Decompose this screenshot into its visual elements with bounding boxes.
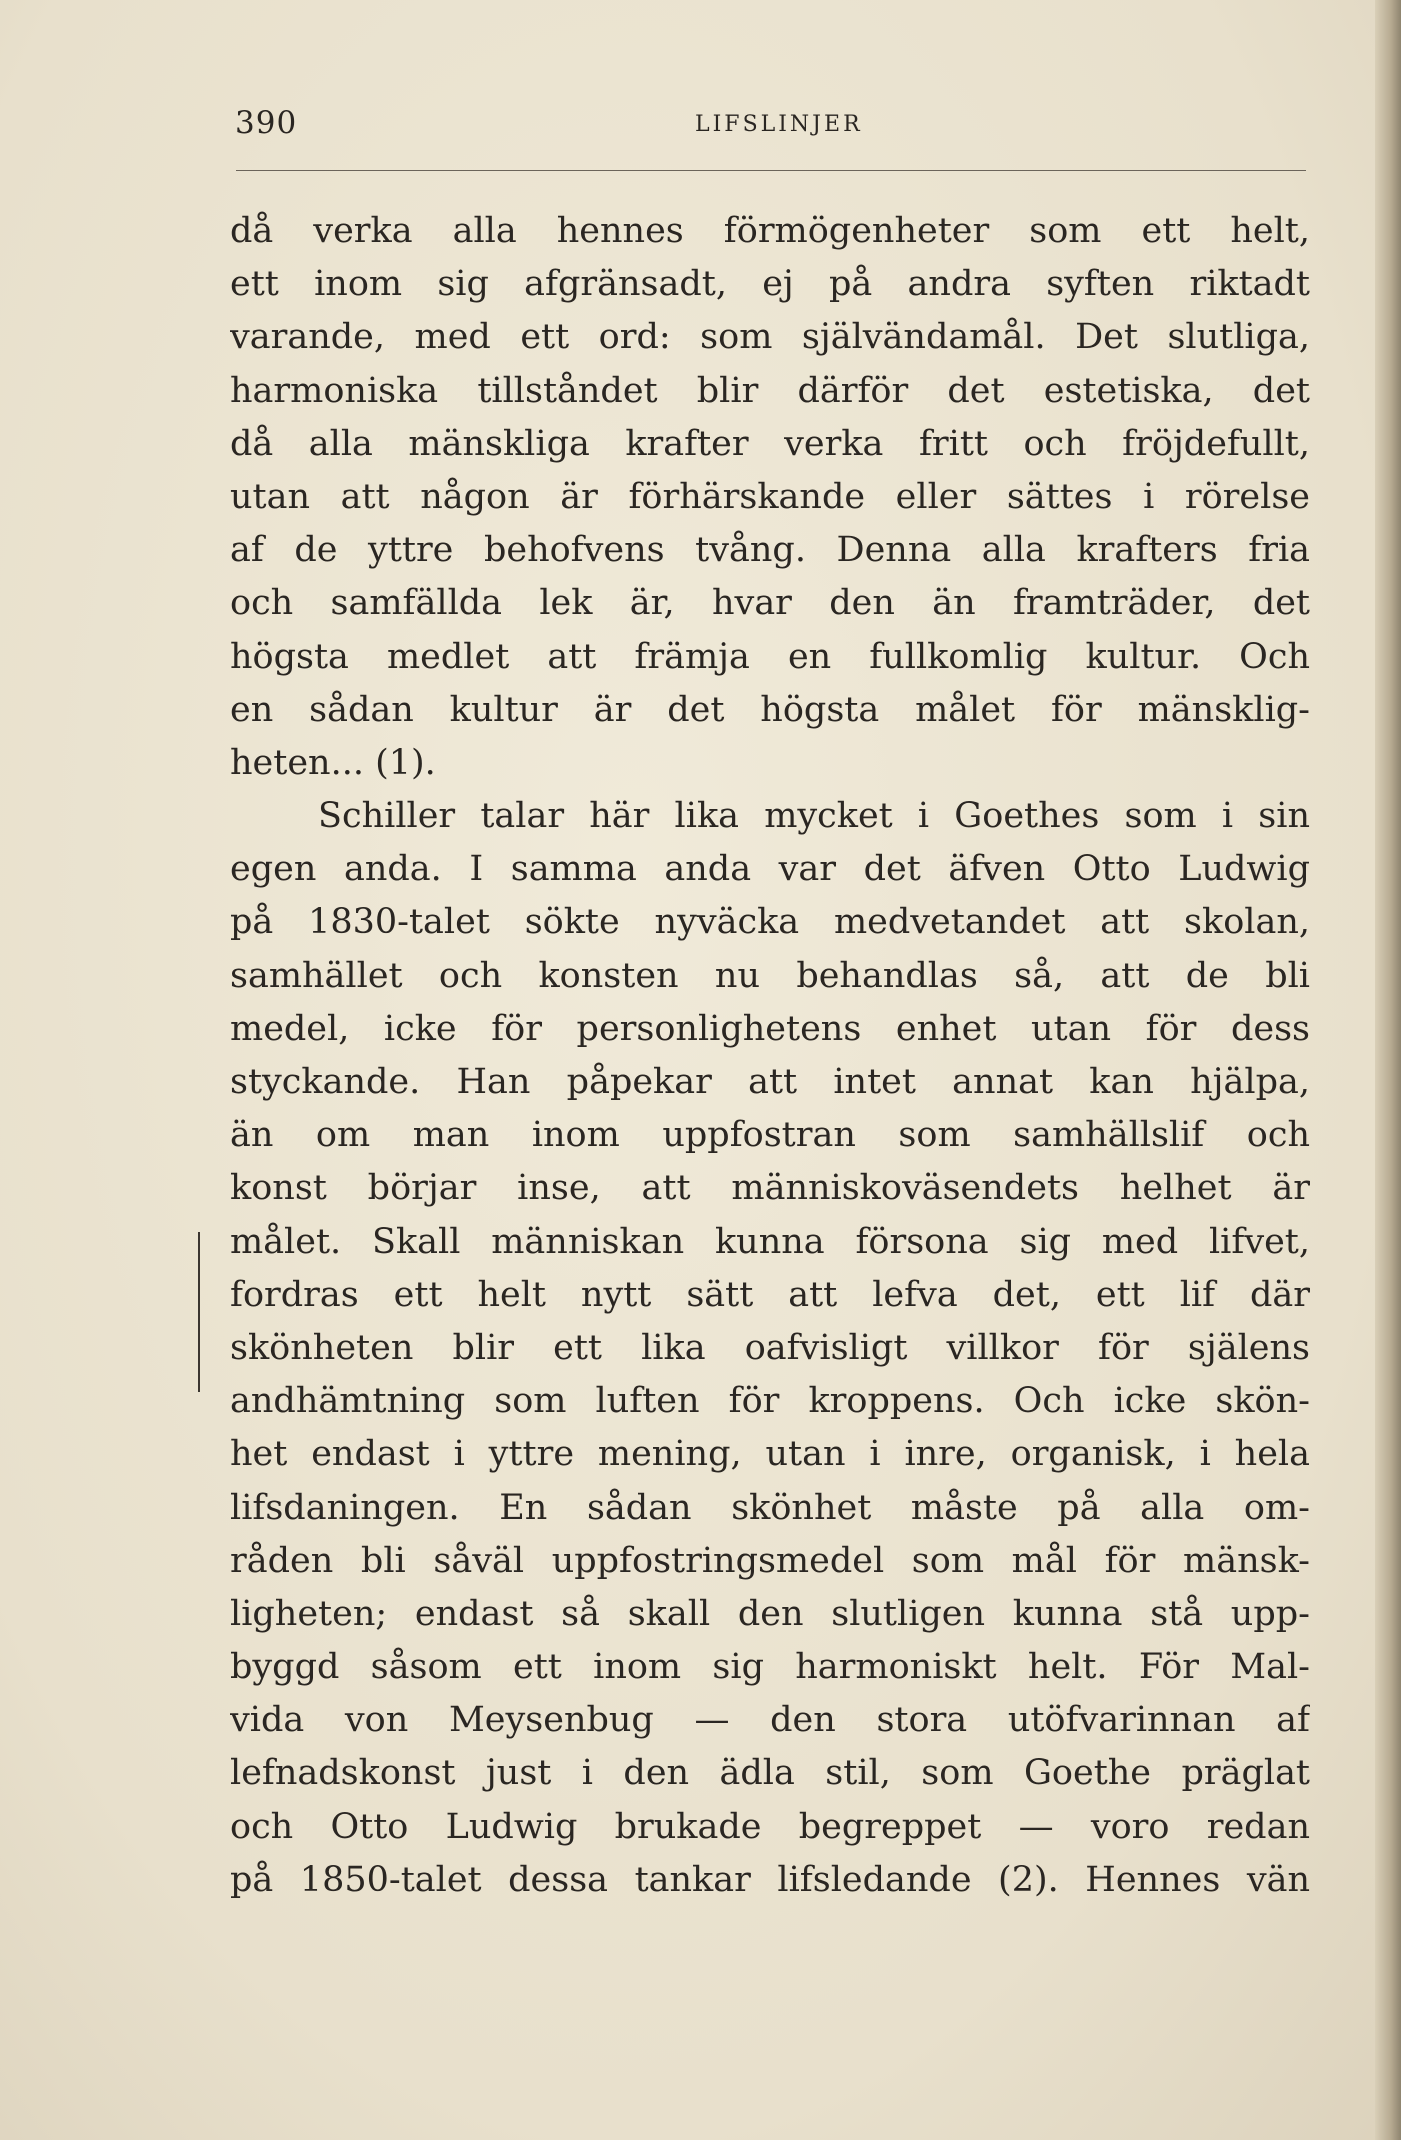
text-line: och Otto Ludwig brukade begreppet — voro redan (230, 1806, 1310, 1847)
text-line: högsta medlet att främja en fullkomlig kultur. Och (230, 636, 1310, 677)
text-line: Schiller talar här lika mycket i Goethes som i sin (318, 796, 1310, 837)
margin-annotation-line (198, 1232, 200, 1392)
text-line: än om man inom uppfostran som samhällslif och (230, 1115, 1310, 1156)
page-header (235, 105, 1305, 165)
text-line: byggd såsom ett inom sig harmoniskt helt. För Mal- (230, 1647, 1310, 1688)
text-line: varande, med ett ord: som självändamål. Det slutliga, (230, 317, 1310, 358)
text-line: samhället och konsten nu behandlas så, att de bli (230, 955, 1310, 996)
text-line: vida von Meysenbug — den stora utöfvarinnan af (230, 1700, 1310, 1741)
text-line: utan att någon är förhärskande eller sättes i rörelse (230, 476, 1310, 517)
text-line: medel, icke för personlighetens enhet utan för dess (230, 1008, 1310, 1049)
text-line: en sådan kultur är det högsta målet för mänsklig- (230, 689, 1310, 730)
text-line: styckande. Han påpekar att intet annat kan hjälpa, (230, 1062, 1310, 1102)
running-title: LIFSLINJER (695, 112, 863, 137)
text-line: lifsdaningen. En sådan skönhet måste på alla om- (230, 1487, 1310, 1528)
text-line: lefnadskonst just i den ädla stil, som Goethe präglat (230, 1753, 1310, 1794)
text-line: egen anda. I samma anda var det äfven Otto Ludwig (230, 849, 1310, 890)
text-line: konst börjar inse, att människoväsendets helhet är (230, 1168, 1310, 1209)
text-line: het endast i yttre mening, utan i inre, organisk, i hela (230, 1434, 1310, 1475)
text-line: målet. Skall människan kunna försona sig med lifvet, (230, 1221, 1310, 1262)
text-line: harmoniska tillståndet blir därför det estetiska, det (230, 370, 1310, 411)
text-line: på 1850-talet dessa tankar lifsledande (2). Hennes vän (230, 1859, 1310, 1900)
text-line: ligheten; endast så skall den slutligen kunna stå upp- (230, 1593, 1310, 1634)
text-line: då verka alla hennes förmögenheter som ett helt, (230, 211, 1310, 251)
text-line: ett inom sig afgränsadt, ej på andra syften riktadt (230, 264, 1310, 305)
header-rule (236, 170, 1306, 171)
book-spine-shadow (1375, 0, 1401, 2140)
text-line: då alla mänskliga krafter verka fritt och fröjdefullt, (230, 423, 1310, 464)
text-line: fordras ett helt nytt sätt att lefva det, ett lif där (230, 1274, 1310, 1315)
page-number: 390 (235, 105, 298, 141)
text-line: andhämtning som luften för kroppens. Och icke skön- (230, 1381, 1310, 1422)
text-line: af de yttre behofvens tvång. Denna alla krafters fria (230, 530, 1310, 571)
body-text (230, 205, 1310, 1907)
text-line: skönheten blir ett lika oafvisligt villkor för själens (230, 1327, 1310, 1368)
text-line: råden bli såväl uppfostringsmedel som mål för mänsk- (230, 1540, 1310, 1581)
text-line: på 1830-talet sökte nyväcka medvetandet att skolan, (230, 902, 1310, 943)
text-line: och samfällda lek är, hvar den än framträder, det (230, 583, 1310, 624)
text-line: heten... (1). (230, 742, 436, 783)
